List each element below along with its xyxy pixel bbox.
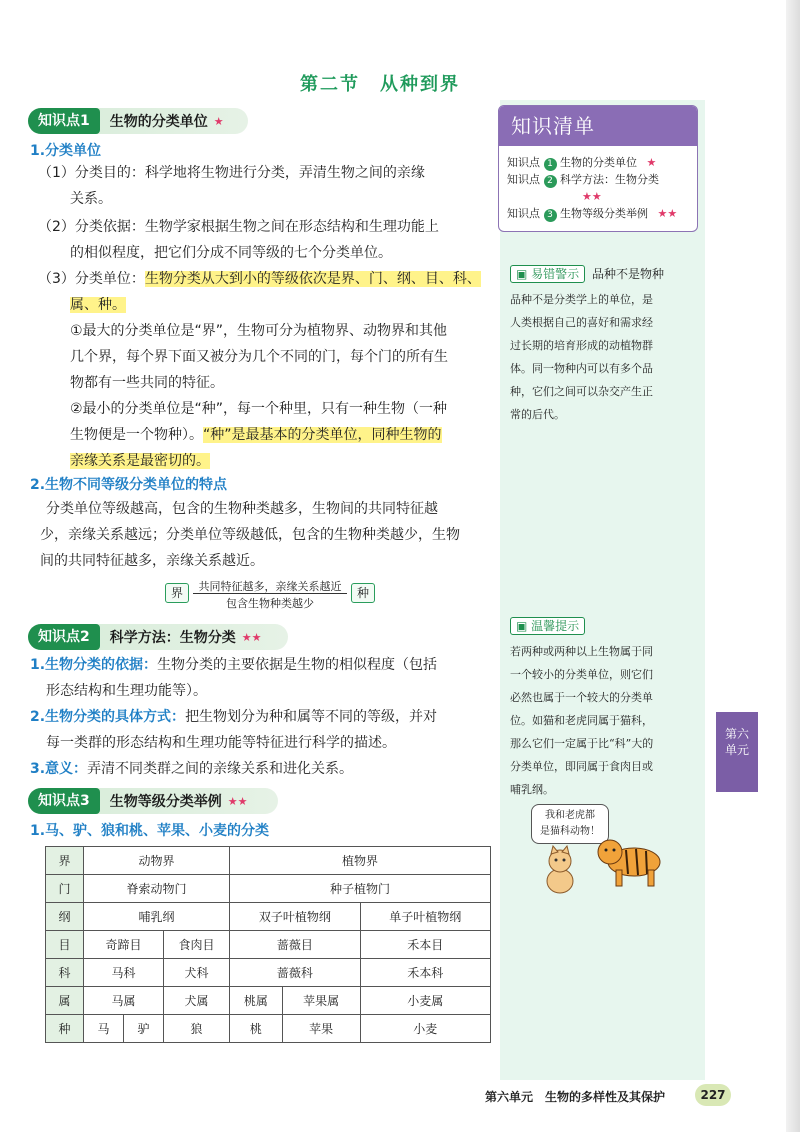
warning-line: 过长期的培育形成的动植物群 [510, 339, 653, 352]
flow-top-label: 共同特征越多，亲缘关系越近 [198, 580, 342, 593]
table-row [46, 903, 491, 931]
kp1-para-4a: ①最大的分类单位是“界”，生物可分为植物界、动物界和其他 [70, 323, 448, 339]
warning-tag-label: 易错警示 [531, 267, 580, 281]
kp1-para-5c [70, 448, 210, 474]
kp3-header [28, 788, 278, 814]
table-cell: 纲 [46, 903, 84, 931]
unit-side-tab [716, 712, 758, 792]
kp1-stars: ★ [213, 114, 224, 128]
table-cell: 小麦 [360, 1015, 490, 1043]
warning-tag [510, 265, 585, 283]
warning-text [510, 288, 696, 426]
flow-left-box: 界 [165, 583, 189, 603]
kp1-para-2a: （2）分类依据：生物学家根据生物之间在形态结构和生理功能上 [38, 219, 439, 235]
classification-table [45, 846, 491, 1043]
number-circle-icon: 2 [544, 175, 557, 188]
list-item-prefix: 知识点 [507, 156, 540, 169]
kp1-para-5b-prefix: 生物便是一个物种）。 [70, 427, 203, 443]
list-item-text: 生物的分类单位 [560, 156, 637, 169]
table-cell: 马属 [84, 987, 164, 1015]
hint-icon: ▣ [516, 619, 528, 633]
warning-line: 常的后代。 [510, 408, 565, 421]
knowledge-list-box [498, 105, 698, 232]
table-row [46, 959, 491, 987]
flow-arrow-line [193, 593, 347, 594]
kp2-tag: 知识点2 [28, 624, 100, 650]
table-cell: 桃属 [230, 987, 283, 1015]
table-cell: 犬科 [164, 959, 230, 987]
table-cell: 门 [46, 875, 84, 903]
table-cell: 食肉目 [164, 931, 230, 959]
list-item-stars: ★★ [582, 190, 602, 203]
number-circle-icon: 1 [544, 158, 557, 171]
number-circle-icon: 3 [544, 209, 557, 222]
table-cell: 哺乳纲 [84, 903, 230, 931]
hint-line: 若两种或两种以上生物属于同 [510, 645, 653, 658]
table-cell: 驴 [124, 1015, 164, 1043]
list-item [499, 154, 697, 171]
table-cell: 脊索动物门 [84, 875, 230, 903]
list-item-text: 生物等级分类举例 [560, 207, 648, 220]
kp1-para-3a-highlight: 生物分类从大到小的等级依次是界、门、纲、目、科、 [144, 271, 481, 287]
list-item-text: 科学方法：生物分类 [560, 173, 659, 186]
tiger-illustration [590, 830, 670, 890]
page-footer: 第六单元 生物的多样性及其保护 [485, 1090, 666, 1104]
kp1-para-5b-highlight: “种”是最基本的分类单位，同种生物的 [203, 427, 442, 443]
kp2-line-2 [30, 704, 437, 730]
table-cell: 禾本科 [360, 959, 490, 987]
kp1-para-6a: 分类单位等级越高，包含的生物种类越多，生物间的共同特征越 [46, 501, 438, 517]
table-cell: 种 [46, 1015, 84, 1043]
kp1-para-1a: （1）分类目的：科学地将生物进行分类，弄清生物之间的亲缘 [38, 165, 425, 181]
table-cell: 苹果 [282, 1015, 360, 1043]
kp1-para-6c: 间的共同特征越多，亲缘关系越近。 [40, 553, 264, 569]
kp1-tag: 知识点1 [28, 108, 100, 134]
table-row [46, 1015, 491, 1043]
sidebar-background [500, 100, 705, 1080]
unit-tab-line: 第六 [724, 727, 749, 741]
kp1-para-3a [38, 266, 481, 292]
kp1-para-4c: 物都有一些共同的特征。 [70, 375, 224, 391]
kp1-para-1b: 关系。 [70, 191, 112, 207]
warning-icon: ▣ [516, 267, 528, 281]
hint-line: 哺乳纲。 [510, 783, 554, 796]
kp1-para-3b [70, 292, 126, 318]
kp2-line-1-cont: 形态结构和生理功能等）。 [46, 683, 207, 699]
kp2-line-3 [30, 756, 353, 782]
warning-line: 体。同一物种内可以有多个品 [510, 362, 653, 375]
kp2-line-1 [30, 652, 437, 678]
kp1-para-5c-highlight: 亲缘关系是最密切的。 [70, 453, 210, 469]
kp2-title: 科学方法：生物分类 [109, 630, 236, 646]
kp1-heading-1: 1.分类单位 [30, 143, 102, 159]
table-cell: 蔷薇科 [230, 959, 360, 987]
table-cell: 马 [84, 1015, 124, 1043]
table-cell: 种子植物门 [230, 875, 491, 903]
warning-line: 品种不是分类学上的单位，是 [510, 293, 653, 306]
kp1-para-5a: ②最小的分类单位是“种”，每一个种里，只有一种生物（一种 [70, 401, 448, 417]
table-row [46, 847, 491, 875]
list-item-stars: ★★ [657, 207, 678, 220]
section-title: 第二节 从种到界 [300, 74, 460, 95]
kp2-line-2-head: 2.生物分类的具体方式： [30, 709, 186, 725]
page-number: 227 [695, 1084, 731, 1106]
kp2-line-1-text: 生物分类的主要依据是生物的相似程度（包括 [157, 657, 438, 673]
flow-right-box: 种 [351, 583, 375, 603]
kp1-para-3b-highlight: 属、种。 [70, 297, 126, 313]
kp3-heading-1: 1.马、驴、狼和桃、苹果、小麦的分类 [30, 823, 270, 839]
hint-line: 位。如猫和老虎同属于猫科， [510, 714, 653, 727]
table-cell: 犬属 [164, 987, 230, 1015]
kp1-title: 生物的分类单位 [109, 114, 208, 130]
kp2-line-3-head: 3.意义： [30, 761, 88, 777]
kp1-heading-2: 2.生物不同等级分类单位的特点 [30, 477, 228, 493]
kp3-tag: 知识点3 [28, 788, 100, 814]
kp2-line-2-cont: 每一类群的形态结构和生理功能等特征进行科学的描述。 [46, 735, 396, 751]
warning-line: 人类根据自己的喜好和需求经 [510, 316, 653, 329]
kp1-para-4b: 几个界，每个界下面又被分为几个不同的门，每个门的所有生 [70, 349, 448, 365]
table-cell: 禾本目 [360, 931, 490, 959]
cat-illustration [540, 845, 580, 895]
table-cell: 小麦属 [360, 987, 490, 1015]
list-item [499, 171, 697, 205]
table-cell: 奇蹄目 [84, 931, 164, 959]
table-cell: 单子叶植物纲 [360, 903, 490, 931]
speech-line: 是猫科动物！ [540, 826, 600, 837]
list-item [499, 205, 697, 222]
book-edge [786, 0, 800, 1132]
hint-line: 一个较小的分类单位，则它们 [510, 668, 653, 681]
table-cell: 动物界 [84, 847, 230, 875]
table-cell: 目 [46, 931, 84, 959]
kp2-header [28, 624, 288, 650]
kp1-para-3a-prefix: （3）分类单位： [38, 271, 145, 287]
kp3-title: 生物等级分类举例 [109, 794, 222, 810]
table-cell: 植物界 [230, 847, 491, 875]
table-cell: 苹果属 [282, 987, 360, 1015]
hint-tag-label: 温馨提示 [531, 619, 580, 633]
kp1-header [28, 108, 248, 134]
table-row [46, 987, 491, 1015]
hint-line: 必然也属于一个较大的分类单 [510, 691, 653, 704]
table-row [46, 875, 491, 903]
kp1-para-6b: 少，亲缘关系越远；分类单位等级越低，包含的生物种类越少，生物 [40, 527, 460, 543]
hint-line: 分类单位，即同属于食肉目或 [510, 760, 653, 773]
kp2-line-3-text: 弄清不同类群之间的亲缘关系和进化关系。 [87, 761, 354, 777]
warning-line: 种，它们之间可以杂交产生正 [510, 385, 653, 398]
kp3-stars: ★★ [227, 794, 248, 808]
hint-line: 那么它们一定属于比“科”大的 [510, 737, 654, 750]
kp2-line-1-head: 1.生物分类的依据： [30, 657, 158, 673]
kp2-line-2-text: 把生物划分为种和属等不同的等级，并对 [185, 709, 438, 725]
table-cell: 属 [46, 987, 84, 1015]
table-row [46, 931, 491, 959]
hierarchy-diagram [165, 578, 375, 612]
hint-text [510, 640, 696, 801]
knowledge-list-title: 知识清单 [499, 106, 697, 146]
hint-tag [510, 617, 585, 635]
table-cell: 科 [46, 959, 84, 987]
table-cell: 双子叶植物纲 [230, 903, 360, 931]
kp1-para-2b: 的相似程度，把它们分成不同等级的七个分类单位。 [70, 245, 392, 261]
table-cell: 桃 [230, 1015, 283, 1043]
speech-line: 我和老虎都 [545, 810, 595, 821]
table-cell: 界 [46, 847, 84, 875]
list-item-prefix: 知识点 [507, 207, 540, 220]
warning-heading: 品种不是物种 [592, 267, 665, 281]
kp2-stars: ★★ [241, 630, 262, 644]
flow-bottom-label: 包含生物种类越少 [226, 597, 314, 610]
table-cell: 马科 [84, 959, 164, 987]
unit-tab-line: 单元 [724, 743, 749, 757]
table-cell: 蔷薇目 [230, 931, 360, 959]
list-item-prefix: 知识点 [507, 173, 540, 186]
list-item-stars: ★ [646, 156, 657, 169]
table-cell: 狼 [164, 1015, 230, 1043]
kp1-para-5b [70, 422, 442, 448]
